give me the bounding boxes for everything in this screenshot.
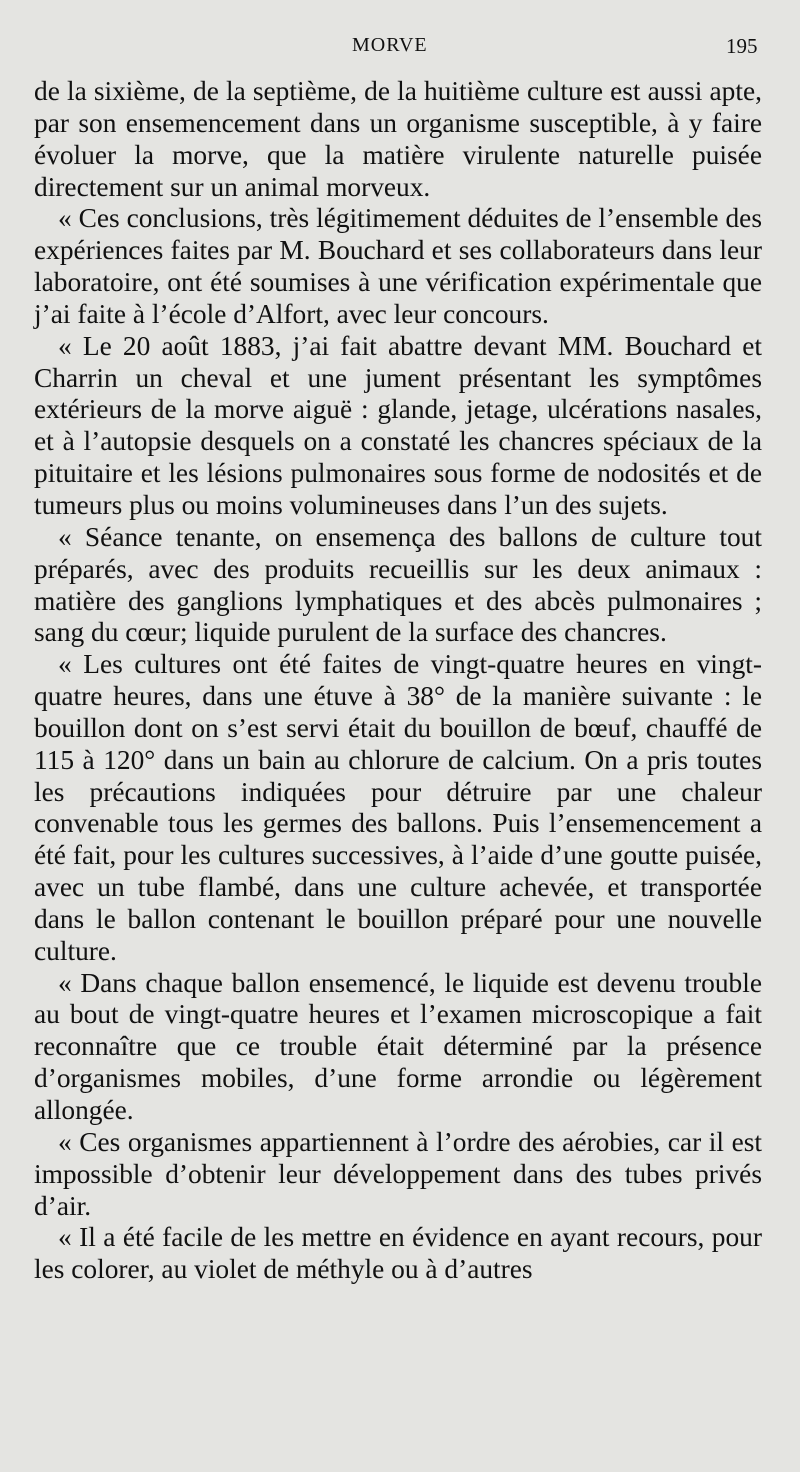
paragraph: « Ces conclusions, très légitimement déduites de l’ensemble des expériences faites par M. Bouchard et ses collaborateurs dans leur laboratoire, ont été soumises à une vérification expérimentale que j’ai faite à l’école d’Alfort, avec leur concours.: [34, 203, 762, 329]
page-header: [0, 34, 800, 62]
running-title: MORVE: [352, 34, 428, 56]
paragraph: « Séance tenante, on ensemença des ballons de culture tout préparés, avec des produits recueillis sur les deux animaux : matière des ganglions lymphatiques et des abcès pulmonaires ; sang du cœur; liquide purulent de la surface des chancres.: [34, 521, 762, 648]
paragraph: « Dans chaque ballon ensemencé, le liquide est devenu trouble au bout de vingt-quatre heures et l’examen microscopique a fait reconnaître que ce trouble était déterminé par la présence d’organismes mobiles, d’une forme arrondie ou légèrement allongée.: [34, 967, 762, 1125]
paragraph: « Les cultures ont été faites de vingt-quatre heures en vingt-quatre heures, dans une étuve à 38° de la manière suivante : le bouillon dont on s’est servi était du bouillon de bœuf, chauffé de 115 à 120° dans un bain au chlorure de calcium. On a pris toutes les précautions indiquées pour détruire par une chaleur convenable tous les germes des ballons. Puis l’ensemencement a été fait, pour les cultures successives, à l’aide d’une goutte puisée, avec un tube flambé, dans une culture achevée, et transportée dans le ballon contenant le bouillon préparé pour une nouvelle culture.: [34, 649, 762, 966]
paragraph: de la sixième, de la septième, de la huitième culture est aussi apte, par son ensemencement dans un organisme susceptible, à y faire évoluer la morve, que la matière virulente naturelle puisée directement sur un animal morveux.: [34, 76, 762, 202]
body-text: [34, 76, 762, 1286]
paragraph: « Il a été facile de les mettre en évidence en ayant recours, pour les colorer, au violet de méthyle ou à d’autres: [34, 1222, 762, 1285]
paragraph: « Le 20 août 1883, j’ai fait abattre devant MM. Bouchard et Charrin un cheval et une jument présentant les symptômes extérieurs de la morve aiguë : glande, jetage, ulcérations nasales, et à l’autopsie desquels on a constaté les chancres spéciaux de la pituitaire et les lésions pulmonaires sous forme de nodosités et de tumeurs plus ou moins volumineuses dans l’un des sujets.: [34, 330, 762, 520]
paragraph: « Ces organismes appartiennent à l’ordre des aérobies, car il est impossible d’obtenir leur développement dans des tubes privés d’air.: [34, 1126, 762, 1221]
page-number: 195: [726, 34, 758, 58]
